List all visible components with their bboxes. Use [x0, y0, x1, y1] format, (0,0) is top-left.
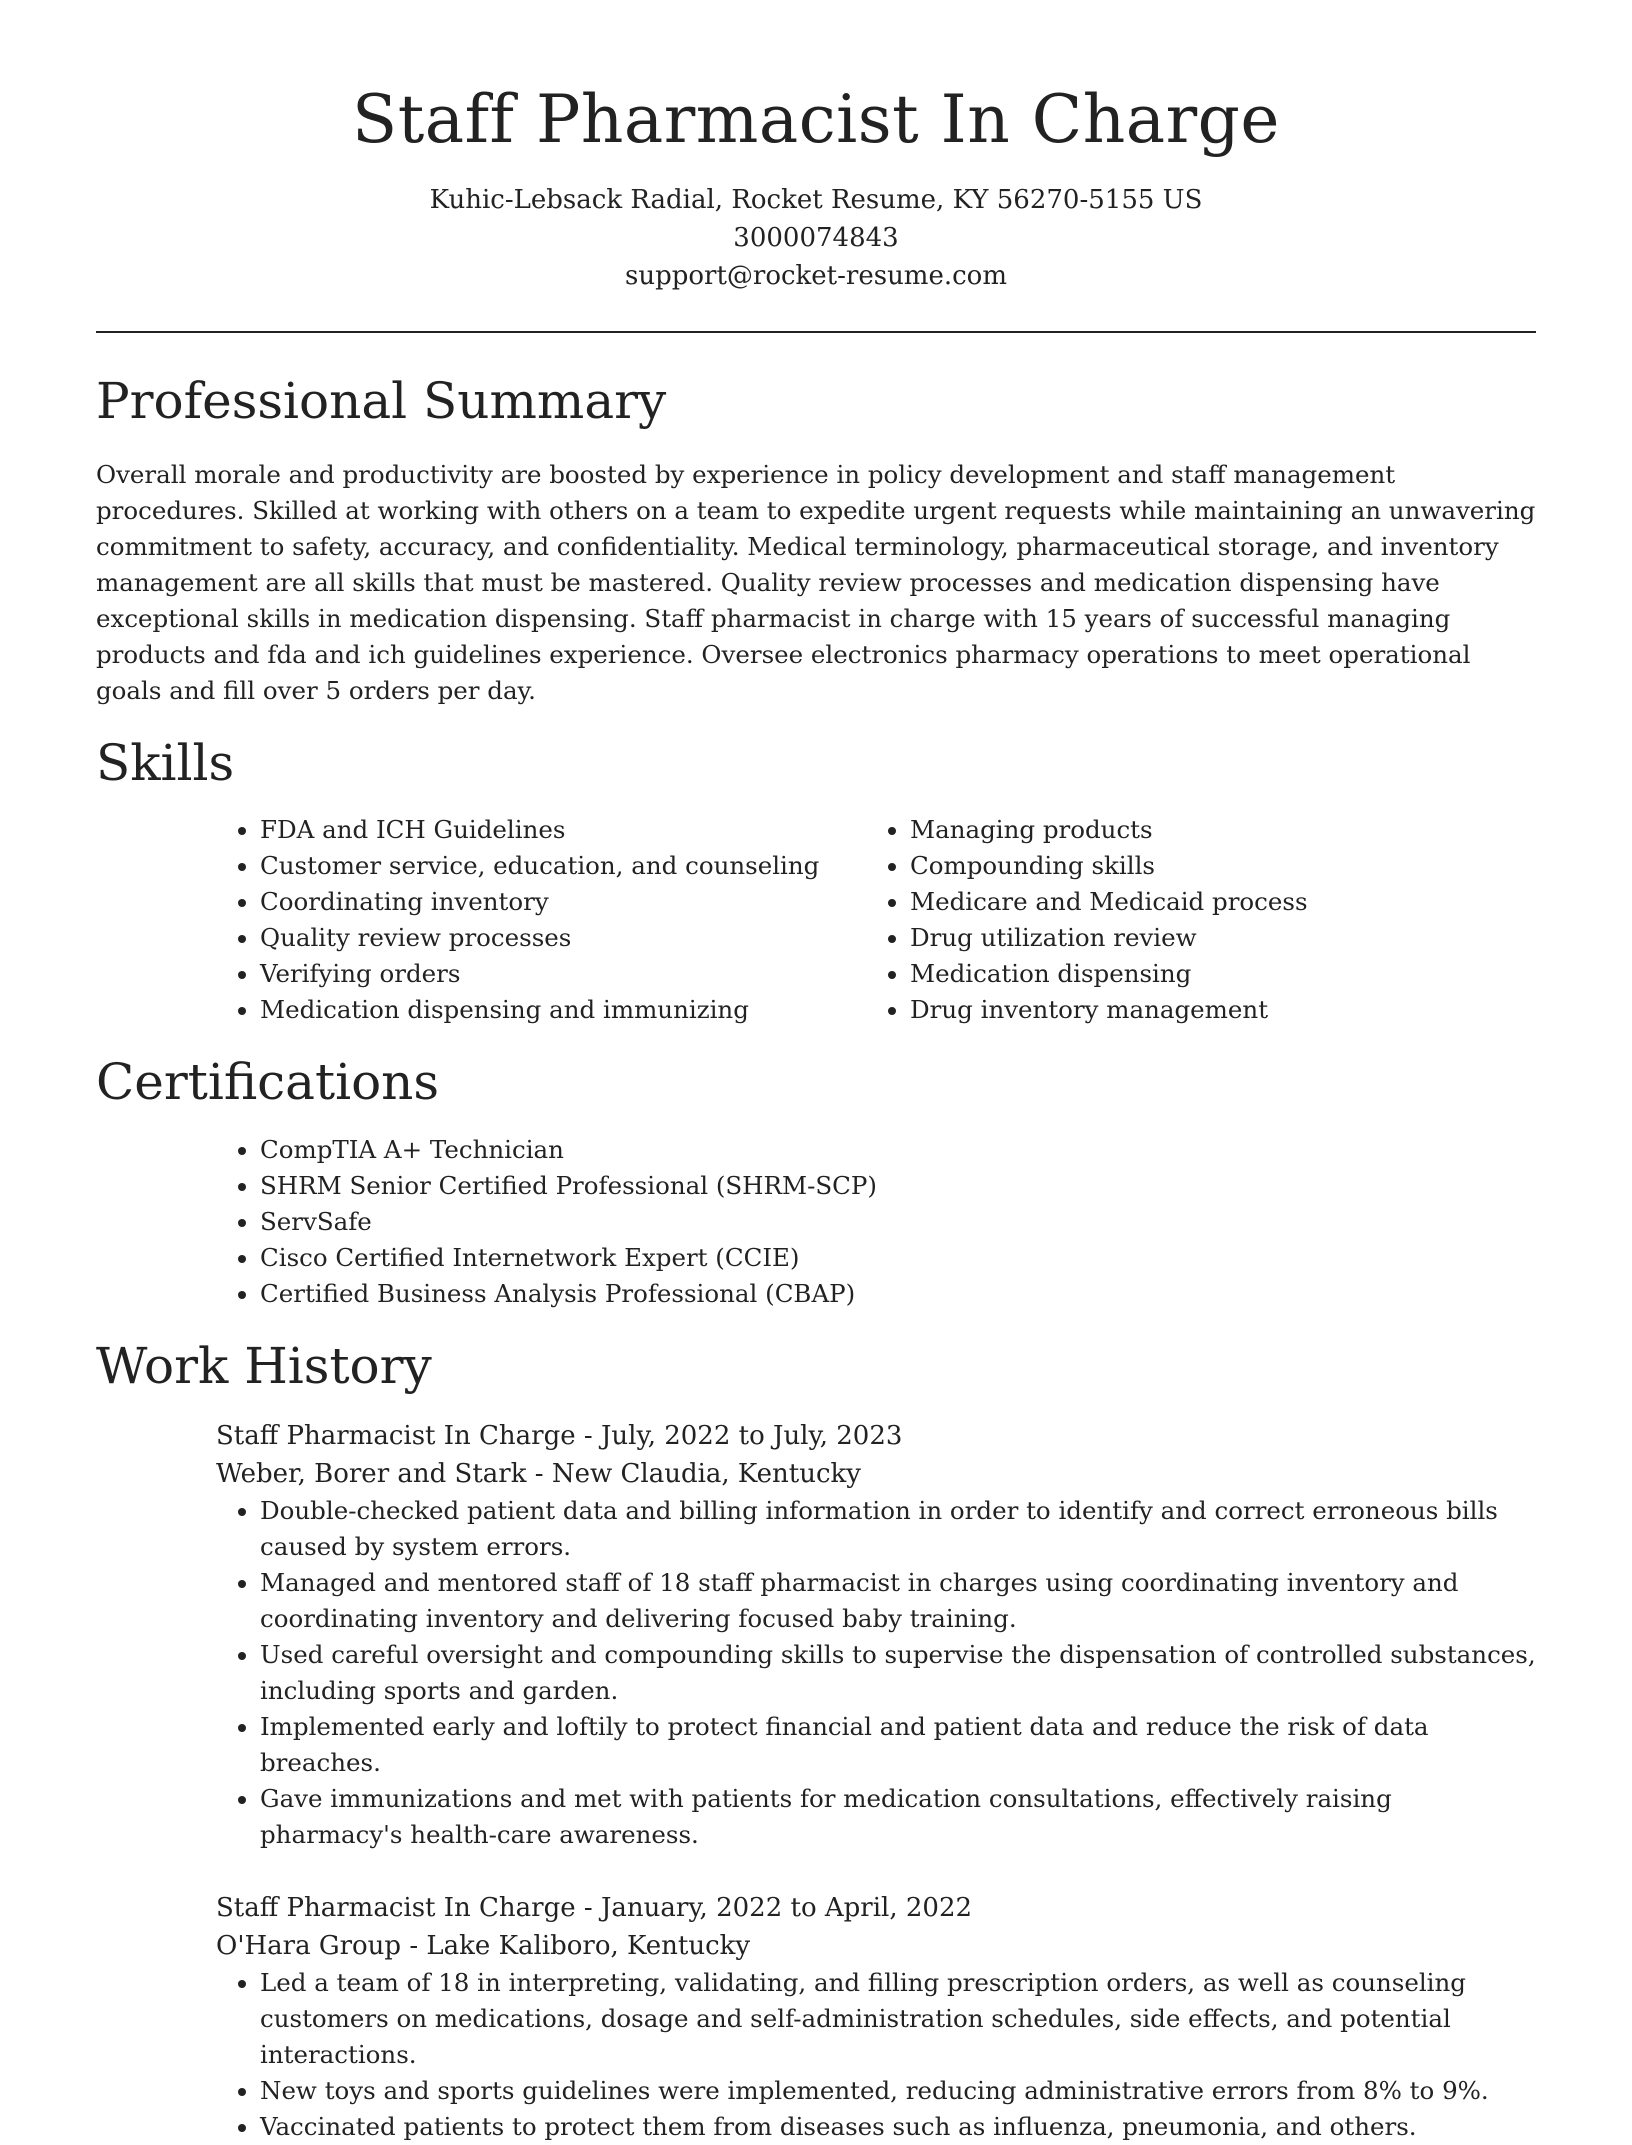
- skills-title: Skills: [96, 733, 235, 792]
- certifications-list-wrap: [216, 1132, 1536, 1312]
- job-duty: • Gave immunizations and met with patients for medication consultations, effectively raising pharmacy's health-care awareness.: [260, 1781, 1536, 1853]
- skills-grid: [216, 812, 1536, 1028]
- work-history-section: [96, 1338, 1536, 2145]
- job-entry: [216, 1889, 1536, 2145]
- job-dates: January, 2022 to April, 2022: [600, 1893, 973, 1924]
- job-duty: • Managed and mentored staff of 18 staff pharmacist in charges using coordinating inventory and coordinating inventory and delivering focused baby training.: [260, 1565, 1536, 1637]
- skill-item: • Medication dispensing and immunizing: [260, 992, 866, 1028]
- skill-item: • Coordinating inventory: [260, 884, 866, 920]
- certification-item: • CompTIA A+ Technician: [260, 1132, 1536, 1168]
- skill-item: • Compounding skills: [910, 848, 1516, 884]
- job-duty: • Vaccinated patients to protect them from diseases such as influenza, pneumonia, and others.: [260, 2109, 1536, 2145]
- job-duty: • Double-checked patient data and billing information in order to identify and correct erroneous bills caused by system errors.: [260, 1493, 1536, 1565]
- certification-item: • Cisco Certified Internetwork Expert (CCIE): [260, 1240, 1536, 1276]
- job-company-line: O'Hara Group - Lake Kaliboro, Kentucky: [216, 1931, 751, 1962]
- certifications-title: Certifications: [96, 1053, 440, 1112]
- job-location: Lake Kaliboro, Kentucky: [426, 1931, 751, 1962]
- skill-item: • Quality review processes: [260, 920, 866, 956]
- job-company: O'Hara Group: [216, 1931, 402, 1962]
- job-location: New Claudia, Kentucky: [551, 1459, 861, 1490]
- skills-column-left: [216, 812, 866, 1028]
- job-title-line: Staff Pharmacist In Charge - July, 2022 to July, 2023: [216, 1421, 903, 1452]
- job-duty: • Implemented early and loftily to protect financial and patient data and reduce the risk of data breaches.: [260, 1709, 1536, 1781]
- skill-item: • Managing products: [910, 812, 1516, 848]
- skill-item: • Medication dispensing: [910, 956, 1516, 992]
- summary-section: [96, 373, 1536, 709]
- job-company-line: Weber, Borer and Stark - New Claudia, Kentucky: [216, 1459, 861, 1490]
- skill-item: • Drug utilization review: [910, 920, 1516, 956]
- summary-text: Overall morale and productivity are boosted by experience in policy development and staff management procedures. Skilled at working with others on a team to expedite urgent requests while maintaining an unwavering commitment to safety, accuracy, and confidentiality. Medical terminology, pharmaceutical storage, and inventory management are all skills that must be mastered. Quality review processes and medication dispensing have exceptional skills in medication dispensing. Staff pharmacist in charge with 15 years of successful managing products and fda and ich guidelines experience. Oversee electronics pharmacy operations to meet operational goals and fill over 5 orders per day.: [96, 459, 1536, 705]
- certification-item: • Certified Business Analysis Professional (CBAP): [260, 1276, 1536, 1312]
- job-duty: • New toys and sports guidelines were implemented, reducing administrative errors from 8% to 9%.: [260, 2073, 1536, 2109]
- job-title-line: Staff Pharmacist In Charge - January, 2022 to April, 2022: [216, 1893, 973, 1924]
- skills-list-left: [216, 812, 866, 1028]
- contact-email: support@rocket-resume.com: [624, 261, 1007, 292]
- resume-header: [96, 0, 1536, 295]
- skill-item: • Medicare and Medicaid process: [910, 884, 1516, 920]
- header-divider: [96, 331, 1536, 333]
- job-company: Weber, Borer and Stark: [216, 1459, 527, 1490]
- job-duties-list: [216, 1965, 1536, 2145]
- job-role: Staff Pharmacist In Charge: [216, 1893, 576, 1924]
- job-dates: July, 2022 to July, 2023: [600, 1421, 903, 1452]
- certifications-list: [216, 1132, 1536, 1312]
- job-duty: • Used careful oversight and compounding skills to supervise the dispensation of controlled substances, including sports and garden.: [260, 1637, 1536, 1709]
- certification-item: • ServSafe: [260, 1204, 1536, 1240]
- certifications-section: [96, 1054, 1536, 1312]
- skill-item: • Customer service, education, and counseling: [260, 848, 866, 884]
- certification-item: • SHRM Senior Certified Professional (SHRM-SCP): [260, 1168, 1536, 1204]
- skill-item: • Verifying orders: [260, 956, 866, 992]
- job-role: Staff Pharmacist In Charge: [216, 1421, 576, 1452]
- skills-section: [96, 735, 1536, 1029]
- job-entry: [216, 1417, 1536, 1853]
- skill-item: • FDA and ICH Guidelines: [260, 812, 866, 848]
- work-history-title: Work History: [96, 1336, 432, 1395]
- job-duty: • Led a team of 18 in interpreting, validating, and filling prescription orders, as well as counseling customers on medications, dosage and self-administration schedules, side effects, and potential interactions.: [260, 1965, 1536, 2073]
- contact-address: Kuhic-Lebsack Radial, Rocket Resume, KY 56270-5155 US: [429, 185, 1203, 216]
- candidate-name: Staff Pharmacist In Charge: [352, 81, 1280, 158]
- skills-column-right: [866, 812, 1516, 1028]
- summary-title: Professional Summary: [96, 372, 667, 431]
- contact-phone: 3000074843: [733, 223, 899, 254]
- skill-item: • Drug inventory management: [910, 992, 1516, 1028]
- skills-list-right: [866, 812, 1516, 1028]
- job-duties-list: [216, 1493, 1536, 1853]
